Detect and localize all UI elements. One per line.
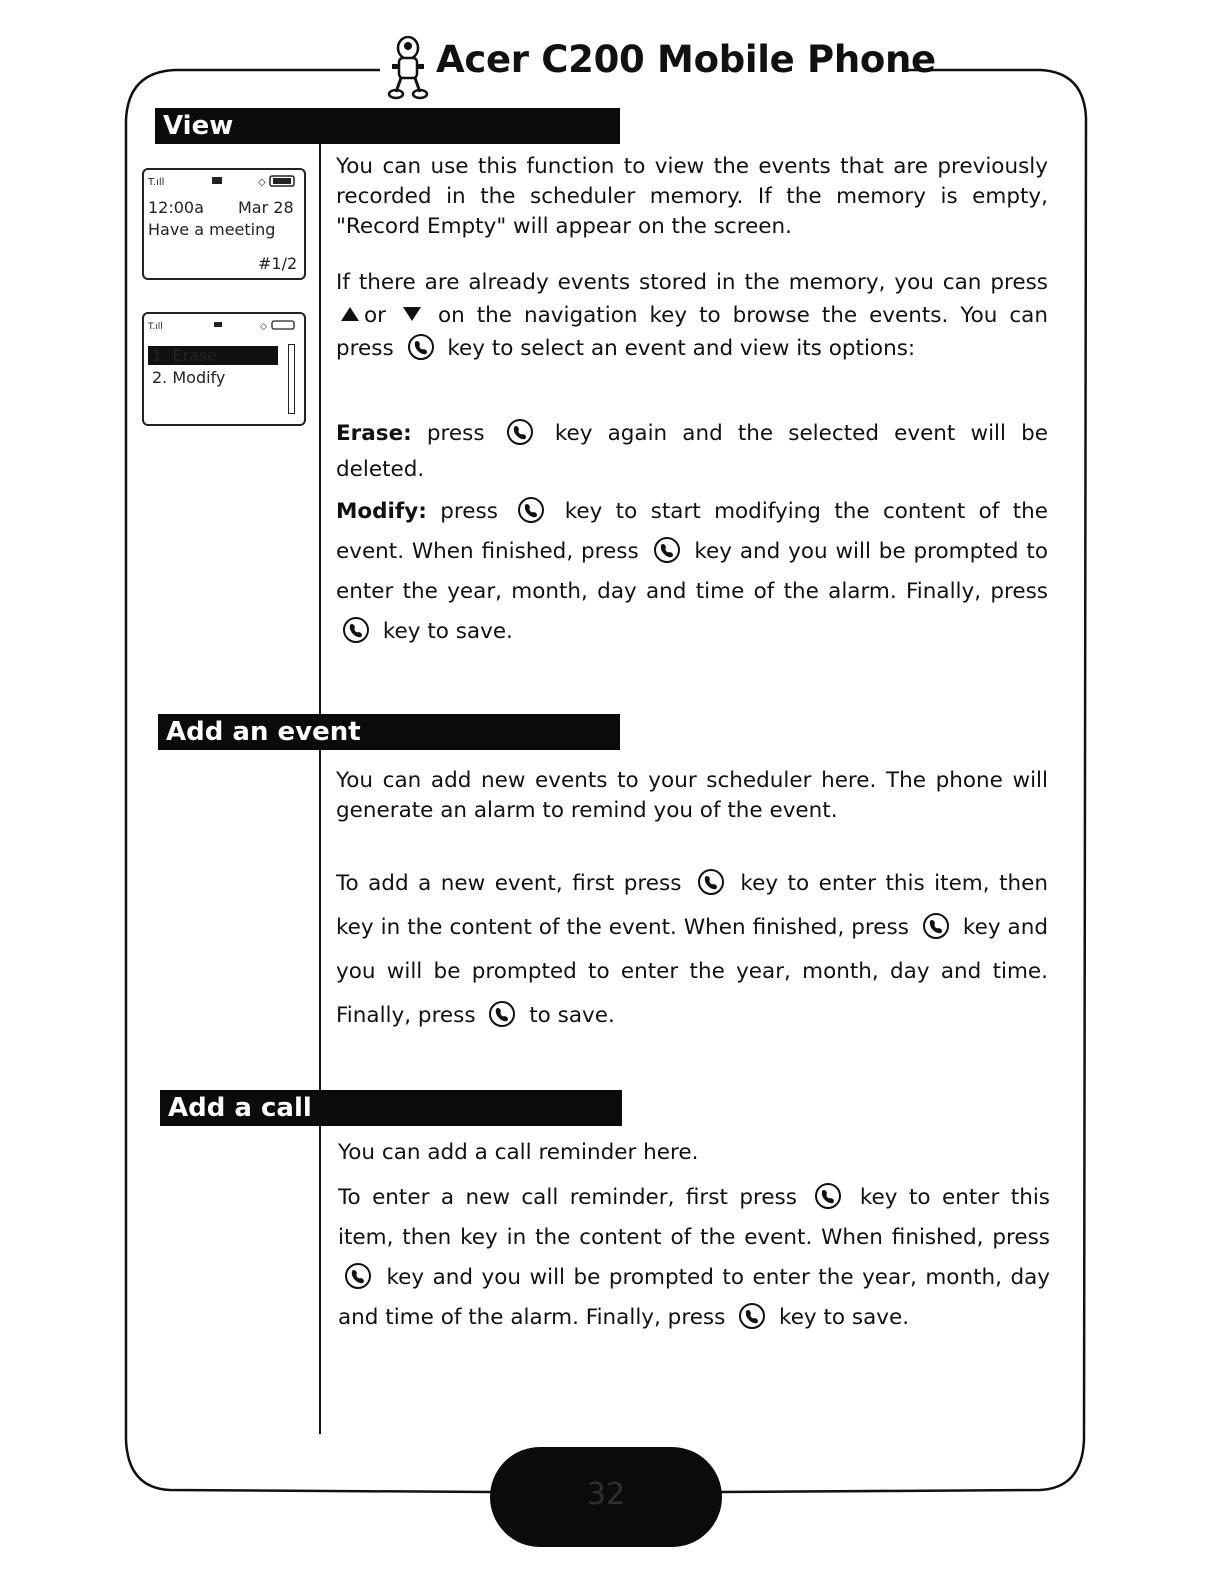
modify-label: Modify: [336, 499, 427, 524]
event-counter: #1/2 [258, 254, 298, 273]
section-heading-add-event: Add an event [158, 714, 620, 750]
send-key-icon [653, 536, 681, 564]
event-date: Mar 28 [238, 198, 294, 217]
send-key-icon [407, 333, 435, 361]
page-title: Acer C200 Mobile Phone [436, 38, 936, 81]
svg-text:◇: ◇ [260, 322, 267, 332]
svg-text:T.ıll: T.ıll [148, 177, 165, 188]
send-key-icon [344, 1262, 372, 1290]
send-key-icon [814, 1182, 842, 1210]
send-key-icon [517, 496, 545, 524]
svg-text:◇: ◇ [258, 177, 266, 188]
send-key-icon [697, 868, 725, 896]
status-bar [148, 174, 298, 188]
menu-scrollbar[interactable] [288, 344, 295, 414]
phone-screen-options-menu [142, 312, 306, 426]
menu-item-erase[interactable]: 1. Erase [148, 346, 278, 365]
send-key-icon [922, 912, 950, 940]
send-key-icon [738, 1302, 766, 1330]
view-browse-text: If there are already events stored in the memory, you can press or on the navigation key to browse the events. You can press key to select an event and view its options: [336, 270, 1048, 361]
page-number: 32 [586, 1477, 626, 1512]
mascot-logo-icon [386, 36, 432, 102]
status-bar [148, 318, 298, 332]
section-heading-add-call: Add a call [160, 1090, 622, 1126]
modify-option-text: Modify: press key to start modifying the content of the event. When finished, press key and you will be prompted to enter the year, month, day and time of the alarm. Finally, press key to save. [336, 492, 1048, 652]
erase-label: Erase: [336, 421, 412, 446]
menu-item-modify[interactable]: 2. Modify [152, 368, 226, 387]
page-number-badge [490, 1447, 722, 1547]
view-intro: You can use this function to view the events that are previously recorded in the scheduler memory. If the memory is empty, "Record Empty" will appear on the screen. [336, 154, 1048, 239]
erase-option-text: Erase: press key again and the selected event will be deleted. [336, 416, 1048, 488]
send-key-icon [506, 418, 534, 446]
send-key-icon [488, 1000, 516, 1028]
svg-text:T.ıll: T.ıll [148, 322, 163, 332]
send-key-icon [342, 616, 370, 644]
phone-screen-event-view [142, 168, 306, 280]
signal-battery-icon [148, 318, 298, 332]
add-event-steps: To add a new event, first press key to enter this item, then key in the content of the event. When finished, press key and you will be prompted to enter the year, month, day and time. Finally, press to save. [336, 862, 1048, 1038]
down-arrow-icon [402, 305, 422, 323]
event-text: Have a meeting [148, 220, 276, 239]
event-time: 12:00a [148, 198, 204, 217]
up-arrow-icon [340, 305, 360, 323]
add-call-steps: To enter a new call reminder, first press key to enter this item, then key in the content of the event. When finished, press key and you will be prompted to enter the year, month, day and time of the alarm. Finally, press key to save. [338, 1178, 1050, 1338]
add-event-intro: You can add new events to your scheduler here. The phone will generate an alarm to remind you of the event. [336, 768, 1048, 823]
section-heading-view: View [155, 108, 620, 144]
signal-battery-icon [148, 174, 298, 188]
add-call-intro: You can add a call reminder here. [338, 1140, 699, 1165]
